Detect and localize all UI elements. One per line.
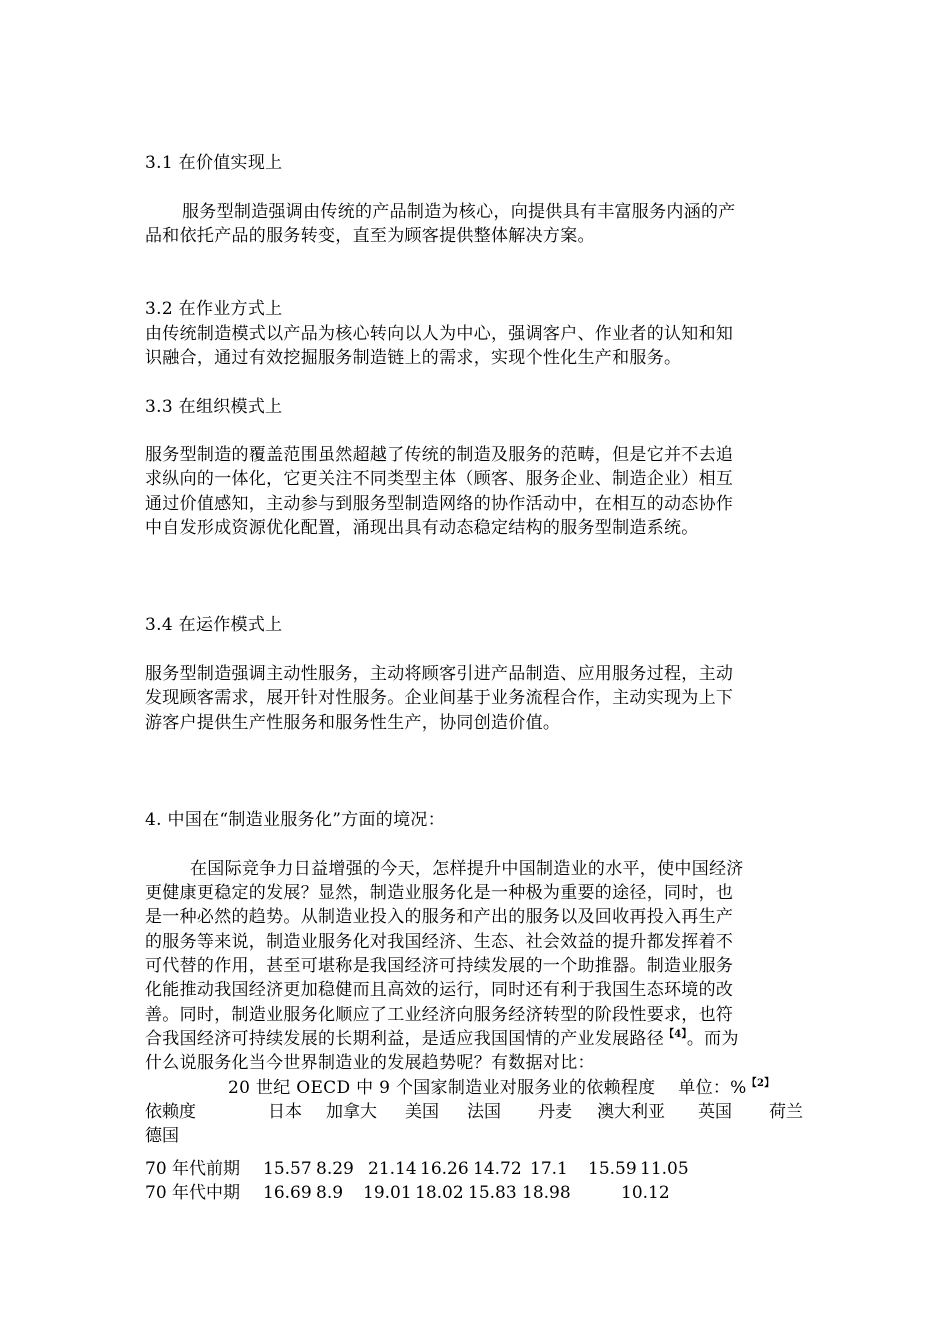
section-4-line-9: 什么说服务化当今世界制造业的发展趋势呢？有数据对比：	[145, 1053, 595, 1073]
section-4-line-5: 可代替的作用，甚至可堪称是我国经济可持续发展的一个助推器。制造业服务	[145, 956, 734, 976]
table-cell: 19.01	[363, 1183, 412, 1203]
section-4-line-4: 的服务等来说，制造业服务化对我国经济、生态、社会效益的提升都发挥着不	[145, 932, 734, 952]
section-3-4-line-3: 游客户提供生产性服务和服务性生产，协同创造价值。	[145, 713, 561, 733]
section-3-3-line-1: 服务型制造的覆盖范围虽然超越了传统的制造及服务的范畴，但是它并不去追	[145, 445, 734, 465]
section-3-2-line-1: 由传统制造模式以产品为核心转向以人为中心，强调客户、作业者的认知和知	[145, 324, 734, 344]
section-3-2-heading: 3.2 在作业方式上	[145, 299, 283, 319]
table-caption	[228, 1076, 775, 1103]
table-cell: 8.9	[316, 1183, 344, 1203]
section-4-line-8	[145, 1027, 739, 1054]
header-japan: 日本	[268, 1102, 302, 1122]
section-3-2-line-2: 识融合，通过有效挖掘服务制造链上的需求，实现个性化生产和服务。	[145, 348, 682, 368]
section-4-line-7: 善。同时，制造业服务化顺应了工业经济向服务经济转型的阶段性要求，也符	[145, 1005, 734, 1025]
header-netherlands: 荷兰	[769, 1102, 803, 1122]
section-4-heading: 4. 中国在“制造业服务化”方面的境况：	[145, 810, 446, 830]
table-cell: 17.1	[530, 1159, 568, 1179]
section-3-4-heading: 3.4 在运作模式上	[145, 615, 283, 635]
section-3-3-line-3: 通过价值感知，主动参与到服务型制造网络的协作活动中，在相互的动态协作	[145, 494, 734, 514]
table-cell: 15.57	[263, 1159, 312, 1179]
section-3-3-heading: 3.3 在组织模式上	[145, 397, 283, 417]
section-3-3-line-4: 中自发形成资源优化配置，涌现出具有动态稳定结构的服务型制造系统。	[145, 518, 699, 538]
section-3-3-line-2: 求纵向的一体化，它更关注不同类型主体（顾客、服务企业、制造企业）相互	[145, 469, 734, 489]
header-france: 法国	[467, 1102, 501, 1122]
header-uk: 英国	[698, 1102, 732, 1122]
header-australia: 澳大利亚	[597, 1102, 665, 1122]
table-cell: 21.14	[368, 1159, 417, 1179]
table-cell: 8.29	[316, 1159, 354, 1179]
header-germany: 德国	[145, 1126, 179, 1146]
section-4-line-8-text: 合我国经济可持续发展的长期利益，是适应我国国情的产业发展路径	[145, 1029, 664, 1049]
citation-ref-2: 【2】	[746, 1078, 775, 1089]
header-denmark: 丹麦	[538, 1102, 572, 1122]
section-4-line-6: 化能推动我国经济更加稳健而且高效的运行，同时还有利于我国生态环境的改	[145, 980, 734, 1000]
section-4-line-1: 在国际竞争力日益增强的今天，怎样提升中国制造业的水平，使中国经济	[190, 859, 744, 879]
table-cell: 16.26	[420, 1159, 469, 1179]
citation-ref-4: 【4】	[664, 1029, 687, 1040]
table-unit: 单位：%	[678, 1078, 747, 1098]
table-cell: 14.72	[473, 1159, 522, 1179]
section-4-line-2: 更健康更稳定的发展？显然，制造业服务化是一种极为重要的途径，同时，也	[145, 883, 734, 903]
section-4-line-3: 是一种必然的趋势。从制造业投入的服务和产出的服务以及回收再投入再生产	[145, 907, 734, 927]
section-3-1-line-2: 品和依托产品的服务转变，直至为顾客提供整体解决方案。	[145, 226, 595, 246]
table-cell: 15.83	[468, 1183, 517, 1203]
section-3-1-heading: 3.1 在价值实现上	[145, 153, 283, 173]
table-cell: 10.12	[621, 1183, 670, 1203]
table-cell: 11.05	[640, 1159, 689, 1179]
section-4-line-8-tail: 。而为	[686, 1029, 739, 1049]
section-3-4-line-1: 服务型制造强调主动性服务，主动将顾客引进产品制造、应用服务过程，主动	[145, 664, 734, 684]
header-dependency: 依赖度	[145, 1102, 196, 1122]
table-caption-text: 20 世纪 OECD 中 9 个国家制造业对服务业的依赖程度	[228, 1078, 656, 1098]
header-usa: 美国	[405, 1102, 439, 1122]
header-canada: 加拿大	[326, 1102, 377, 1122]
section-3-1-line-1: 服务型制造强调由传统的产品制造为核心，向提供具有丰富服务内涵的产	[182, 202, 736, 222]
row-label: 70 年代中期	[145, 1183, 241, 1203]
table-cell: 16.69	[263, 1183, 312, 1203]
row-label: 70 年代前期	[145, 1159, 241, 1179]
table-cell: 18.02	[415, 1183, 464, 1203]
table-cell: 18.98	[522, 1183, 571, 1203]
section-3-4-line-2: 发现顾客需求，展开针对性服务。企业间基于业务流程合作，主动实现为上下	[145, 688, 734, 708]
table-cell: 15.59	[588, 1159, 637, 1179]
